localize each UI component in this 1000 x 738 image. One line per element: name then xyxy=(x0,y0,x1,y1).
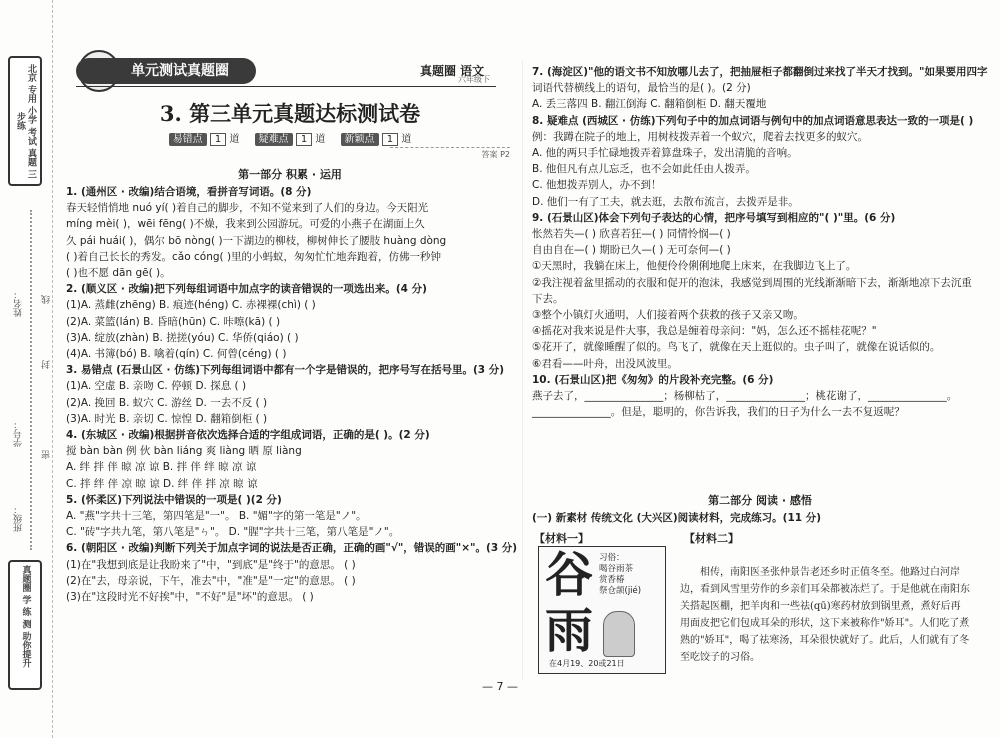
q1-line-5: ( )也不愿 dān gē( )。 xyxy=(66,267,171,280)
header-rule xyxy=(76,86,496,87)
q10-line-2: _______________。但是，聪明的，你告诉我，我们的日子为什么一去不复返呢？ xyxy=(532,406,905,419)
stat-novel: 新颖点 1 道 xyxy=(341,130,412,145)
header-grade: 六年级下 xyxy=(458,75,490,84)
right-column xyxy=(532,64,988,420)
q7-line-2: 词语代替横线上的语句，最恰当的是( )。(2 分) xyxy=(532,82,751,95)
guyu-char-1: 谷 xyxy=(545,547,594,603)
q8-option-b: B. 他但凡有点儿忘乏，也不会如此任由人拨弄。 xyxy=(532,163,756,176)
seal-mark: 封 xyxy=(42,360,52,369)
series-tag-top: 北京 专用 小学 考试 真题 三步练 xyxy=(8,56,42,186)
q5-option-ab: A. "燕"字共十三笔，第四笔是"一"。 B. "媚"字的第一笔是"ノ"。 xyxy=(66,510,367,523)
q9-sentence-2: ②我注视着盆里摇动的衣服和促开的泡沫，我感觉到周围的光线渐渐暗下去，渐渐地凉下去沉重 xyxy=(532,276,972,289)
question-5: 5. (怀柔区)下列说法中错误的一项是( )(2 分) xyxy=(66,493,282,506)
question-10: 10. (石景山区)把《匆匆》的片段补充完整。(6 分) xyxy=(532,373,774,386)
q9-sentence-6: ⑥君看——叶舟，出没风波里。 xyxy=(532,357,678,370)
q6-item-2: (2)在"去，母亲说，下午，准去"中，"准"是"一定"的意思。 ( ) xyxy=(66,574,356,587)
guyu-illustration xyxy=(538,546,666,674)
q8-option-c: C. 他想拨弄别人，办不到！ xyxy=(532,179,662,192)
answer-ref: 答案 P2 xyxy=(390,147,510,160)
q2-option-4: (4)A. 书簿(bó) B. 噙着(qín) C. 何曾(céng) ( ) xyxy=(66,348,287,361)
binding-strip xyxy=(0,0,53,738)
q4-option-cd: C. 拌 绊 伴 凉 晾 谅 D. 绊 伴 拌 凉 晾 谅 xyxy=(66,477,258,490)
section-title-part2: 第二部分 阅读 · 感悟 xyxy=(708,494,812,507)
header-badge: 单元测试真题圈 xyxy=(76,58,256,84)
section-title-part1: 第一部分 积累 · 运用 xyxy=(238,168,342,181)
student-id-label: 学号： xyxy=(14,420,24,447)
farmer-figure xyxy=(603,611,635,657)
stat-difficult: 疑难点 1 道 xyxy=(255,130,326,145)
custom-notes xyxy=(599,553,641,597)
q1-line-3: 久 pái huái( )，偶尔 bō nòng( )一下湖边的柳枝，柳树伸长了腰肢 huàng dòng xyxy=(66,234,447,247)
series-tag-bottom: 真题圈 学 练 测 助你提升 xyxy=(8,560,42,690)
custom-note-2: 赏香椿 xyxy=(599,575,625,585)
q9-sentence-5: ⑤花开了，就像睡醒了似的。鸟飞了，就像在天上逛似的。虫子叫了，就像在说话似的。 xyxy=(532,341,941,354)
reading-intro xyxy=(532,510,988,526)
question-1: 1. (通州区 · 改编)结合语境，看拼音写词语。(8 分) xyxy=(66,186,312,198)
question-3: 3. 易错点 (石景山区 · 仿练)下列每组词语中都有一个字是错误的，把序号写在括号里。(3 分) xyxy=(66,364,505,377)
question-6: 6. (朝阳区 · 改编)判断下列关于加点字词的说法是否正确，正确的画"√"，错误的画"×"。(3 分) xyxy=(66,542,518,555)
custom-note-1: 喝谷雨茶 xyxy=(599,564,634,574)
custom-note-3: 祭仓颉(jié) xyxy=(599,586,642,596)
q9-sentence-2-cont: 下去。 xyxy=(532,292,564,305)
q8-option-a: A. 他的两只手忙碌地拨弄着算盘珠子，发出清脆的音响。 xyxy=(532,147,798,160)
custom-note-title: 习俗： xyxy=(599,553,625,563)
question-9: 9. (石景山区)体会下列句子表达的心情，把序号填写到相应的"( )"里。(6 分) xyxy=(532,211,896,224)
reading-intro-text: (一) 新素材 传统文化 (大兴区)阅读材料，完成练习。(11 分) xyxy=(532,512,822,524)
q1-line-1: 春天轻悄悄地 nuó yí( )着自己的脚步，不知不觉来到了人们的身边。今天阳光 xyxy=(66,202,429,215)
q4-pinyin: 搅 bàn bàn 例 伙 bàn liáng 爽 liàng 晒 原 liàng xyxy=(66,445,302,458)
q6-item-1: (1)在"我想到底是让我盼来了"中，"到底"是"终于"的意思。 ( ) xyxy=(66,558,356,571)
question-8: 8. 疑难点 (西城区 · 仿练)下列句子中的加点词语与例句中的加点词语意思表达一致的一项是( ) xyxy=(532,114,974,127)
q2-option-1: (1)A. 蒸雌(zhēng) B. 痕迹(héng) C. 赤裸裸(chì) ( ) xyxy=(66,299,316,312)
q7-options: A. 丢三落四 B. 翻江倒海 C. 翻箱倒柜 D. 翻天覆地 xyxy=(532,98,767,111)
secret-mark: 密 xyxy=(42,450,52,459)
page-title: 3. 第三单元真题达标测试卷 xyxy=(159,101,421,126)
left-column xyxy=(66,184,518,605)
q2-option-3: (3)A. 绽放(zhàn) B. 搓搓(yóu) C. 华侨(qiáo) ( ) xyxy=(66,331,299,344)
name-label: 姓名： xyxy=(14,290,24,317)
q1-line-2: míng mèi( )，wēi fēng( )不燥，我来到公园游玩。可爱的小燕子在湖面上久 xyxy=(66,218,425,231)
line-mark: 线 xyxy=(42,295,52,304)
q3-option-3: (3)A. 时光 B. 亲切 C. 惊惶 D. 翻箱倒柜 ( ) xyxy=(66,412,268,425)
material-2-heading: 【材料二】 xyxy=(684,532,739,545)
column-divider xyxy=(522,60,523,680)
question-2: 2. (顺义区 · 改编)把下列每组词语中加点字的读音错误的一项选出来。(4 分) xyxy=(66,283,427,296)
question-4: 4. (东城区 · 改编)根据拼音依次选择合适的字组成词语，正确的是( )。(2 分) xyxy=(66,429,430,442)
guyu-date: 在4月19、20或21日 xyxy=(549,659,625,668)
question-7: 7. (海淀区)"他的语文书不知放哪儿去了，把抽屉柜子都翻倒过来找了半天才找到。"如果要用四字 xyxy=(532,66,988,78)
q3-option-2: (2)A. 挽回 B. 蚁穴 C. 游丝 D. 一去不反 ( ) xyxy=(66,396,268,409)
q10-line-1: 燕子去了，_______________；杨柳枯了，_______________；桃花谢了，_______________。 xyxy=(532,390,958,403)
q2-option-2: (2)A. 菜篮(lán) B. 昏暗(hūn) C. 咔嚓(kā) ( ) xyxy=(66,315,281,328)
q4-option-ab: A. 绊 拌 伴 晾 凉 谅 B. 拌 伴 绊 晾 凉 谅 xyxy=(66,461,257,474)
class-label: 班级： xyxy=(14,505,24,532)
q9-sentence-4: ④摇花对我来说是件大事，我总是缠着母亲问："妈，怎么还不摇桂花呢？" xyxy=(532,325,877,338)
material-2-text: 相传，南阳医圣张仲景告老还乡时正值冬至。他路过白河岸边，看到风雪里劳作的乡亲们耳朵都被冻烂了。于是他就在南阳东关搭起医棚，把羊肉和一些祛(qū)寒药材放到锅里煮，煮好后再用面皮把它们包成耳朵的形状，这下来被称作"娇耳"。人们吃了煮熟的"娇耳"，喝了祛寒汤，耳朵很快就好了。此后，人们就有了冬至吃饺子的习俗。 xyxy=(680,567,970,663)
page-number: — 7 — xyxy=(482,680,518,693)
q1-line-4: ( )着自己长长的秀发。cǎo cóng( )里的小蚂蚁，匆匆忙忙地奔跑着，仿佛一秒钟 xyxy=(66,250,442,263)
header-brand: 真题圈 语文 xyxy=(420,64,485,78)
q9-sentence-1: ①天黑时，我躺在床上，他便伶伶俐俐地爬上床来，在我脚边飞上了。 xyxy=(532,260,857,273)
q9-row-1: 怅然若失—( ) 欣喜若狂—( ) 同情怜悯—( ) xyxy=(532,228,731,241)
q5-option-cd: C. "砖"字共九笔，第八笔是"ㄣ"。 D. "腥"字共十三笔，第八笔是"ノ"。 xyxy=(66,526,400,539)
q3-option-1: (1)A. 空虚 B. 亲吻 C. 停顿 D. 探息 ( ) xyxy=(66,380,247,393)
q9-row-2: 自由自在—( ) 期盼已久—( ) 无可奈何—( ) xyxy=(532,244,731,257)
q8-example: 例：我蹲在院子的地上，用树枝拨弄着一个蚁穴，爬着去找更多的蚁穴。 xyxy=(532,130,868,143)
stat-easy-wrong: 易错点 1 道 xyxy=(169,130,240,145)
q8-option-d: D. 他们一有了工夫，就去逛，去散布流言，去拨弄是非。 xyxy=(532,195,799,208)
difficulty-stats xyxy=(60,130,520,145)
seal-line xyxy=(30,210,32,550)
guyu-char-2: 雨 xyxy=(545,603,594,659)
q9-sentence-3: ③整个小镇灯火通明，人们接着两个获救的孩子又亲又吻。 xyxy=(532,309,804,322)
material-1-heading: 【材料一】 xyxy=(534,532,589,545)
q6-item-3: (3)在"这段时光不好挨"中，"不好"是"坏"的意思。 ( ) xyxy=(66,591,314,604)
